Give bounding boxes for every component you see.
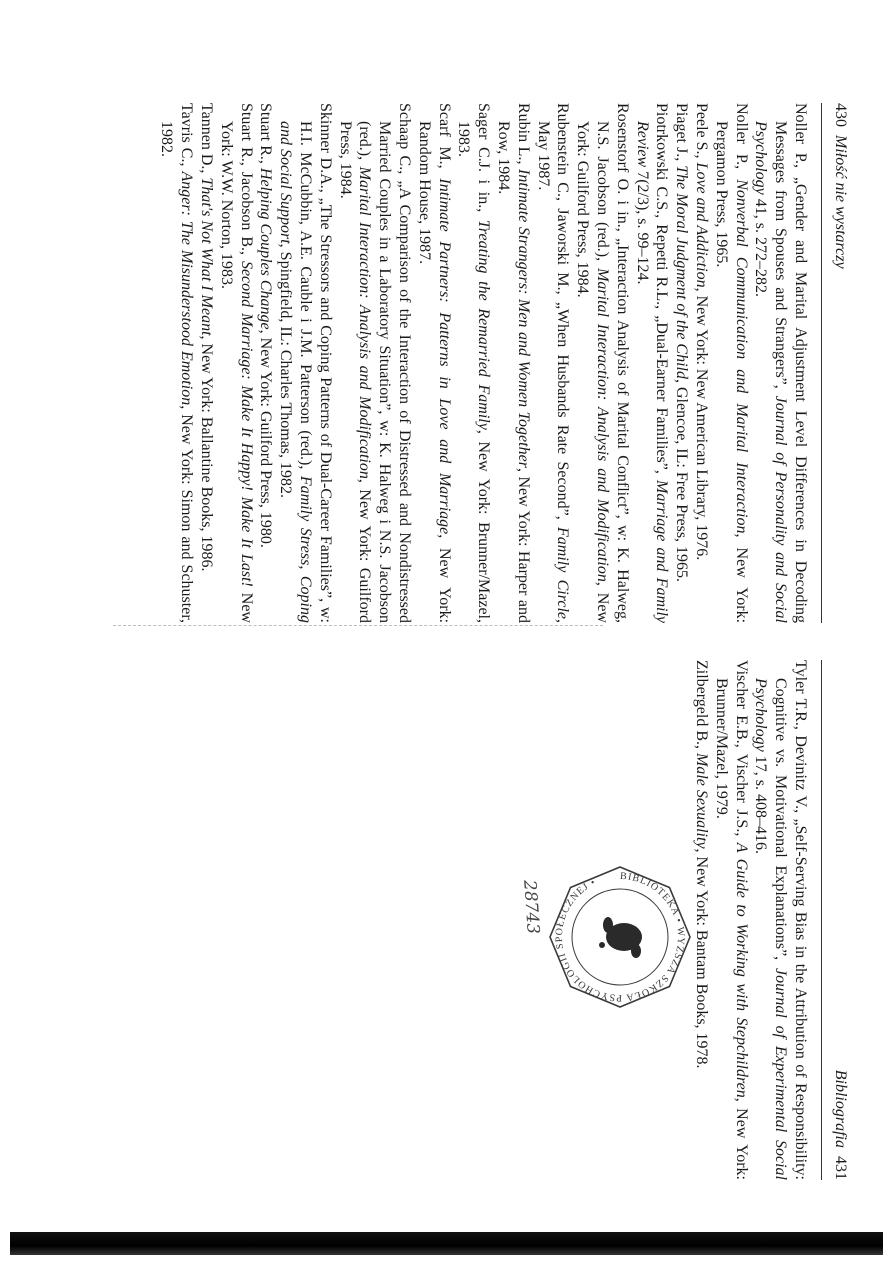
bibliography-list [157, 103, 810, 623]
bibliography-entry [454, 103, 494, 623]
entry-title: Anger: The Misunderstood Emotion [178, 171, 196, 406]
entry-text: Rosenstorf O. i in., „Interaction Analysis of Marital Conflict”, w: K. Halweg, N.S. Jacobson (red.), [594, 103, 631, 623]
entry-title: Intimate Partners: Patterns in Love and Marriage [435, 178, 453, 535]
bibliography-entry [711, 103, 751, 623]
page-number: 431 [832, 1156, 849, 1180]
entry-text: , New York: Random House, 1987. [415, 121, 453, 624]
entry-text: Noller P., „Gender and Marital Adjustment Level Differences in Decoding Messages from Spouses and Strangers”, [772, 103, 809, 623]
library-stamp-icon [548, 865, 692, 1009]
entry-text: 17, s. 408–416. [752, 751, 770, 854]
entry-title: Journal of Personality and Social Psychology [752, 121, 790, 623]
entry-title: Male Sexuality [693, 753, 711, 849]
entry-text: Stuart R., Jacobson B., [237, 103, 255, 261]
entry-text: , New York: Harper and Row, 1984. [495, 121, 532, 624]
bibliography-entry [751, 660, 810, 1180]
bibliography-entry [632, 103, 672, 623]
entry-title: Marital Interaction: Analysis and Modification [594, 268, 612, 582]
entry-text: Stuart R., [257, 103, 275, 168]
entry-title: Second Marriage: Make It Happy! Make It Last! [237, 260, 255, 587]
entry-text: , Glencoe, IL: Free Press, 1965. [673, 378, 691, 583]
entry-title: Family Stress, Coping and Social Support [277, 121, 315, 624]
entry-text: , New York: Brunner/Mazel, 1979. [712, 678, 750, 1181]
entry-title: Love and Addiction [693, 162, 711, 288]
entry-text: , New York: Brunner/Mazel, 1983. [455, 121, 493, 623]
entry-title: Marital Interaction: Analysis and Modification [356, 166, 374, 479]
entry-title: A Guide to Working with Stepchildren [732, 842, 750, 1098]
entry-text: , New York: Guilford Press, 1984. [336, 121, 374, 623]
entry-text: , New York: Pergamon Press, 1965. [712, 121, 750, 624]
entry-text: Sager C.J. i in., [475, 103, 493, 220]
bibliography-entry [691, 660, 711, 1180]
entry-text: , New York: Ballantine Books, 1986. [198, 335, 216, 572]
entry-text: New York: W.W. Norton, 1983. [217, 121, 255, 623]
entry-text: Rubin L., [514, 103, 532, 170]
entry-title: Treating the Remarried Family [475, 219, 493, 430]
bibliography-entry [157, 103, 197, 623]
entry-text: , New York: New American Library, 1976. [693, 287, 711, 561]
bibliography-entry [493, 103, 533, 623]
entry-text: , May 1987. [534, 121, 572, 624]
entry-text: Piaget J., [673, 103, 691, 166]
bibliography-entry [196, 103, 216, 623]
entry-text: Noller P., [732, 103, 750, 180]
entry-text: Zilbergeld B., [693, 660, 711, 754]
entry-title: Family Circle [554, 527, 572, 620]
left-page [0, 103, 893, 623]
page-number: 430 [832, 103, 849, 127]
bibliography-entry [533, 103, 573, 623]
entry-text: , New York: Guilford Press, 1984. [574, 121, 612, 623]
entry-text: 7(2/3), s. 99–124. [633, 167, 651, 285]
header-rule [821, 103, 822, 623]
entry-text: Schaap C., „A Comparison of the Interaction of Distressed and Nondistressed Married Couples in a Laboratory Situation”, w: K. Halweg i N.S. Jacobson (red.), [356, 103, 414, 623]
bibliography-entry [671, 103, 691, 623]
bibliography-entry [256, 103, 276, 623]
handwritten-inventory-number: 28743 [519, 879, 543, 935]
entry-text: Scarf M., [435, 103, 453, 179]
entry-title: Journal of Experimental Social Psychology [752, 678, 790, 1181]
header-rule [821, 660, 822, 1180]
bibliography-list [691, 660, 810, 1180]
entry-title: Nonverbal Communication and Marital Interaction [732, 179, 750, 534]
entry-text: Tavris C., [178, 103, 196, 172]
running-title: Miłość nie wystarczy [832, 135, 849, 269]
entry-text: , New York: Simon and Schuster, 1982. [158, 121, 196, 624]
entry-text: 41, s. 272–282. [752, 194, 770, 297]
entry-text: , Spingfield, IL: Charles Thomas, 1982. [277, 243, 295, 499]
running-head-right [830, 660, 850, 1180]
bibliography-entry [414, 103, 454, 623]
bibliography-entry [751, 103, 810, 623]
bibliography-entry [275, 103, 334, 623]
bibliography-entry [691, 103, 711, 623]
svg-text:BIBLIOTEKA • WYŻSZA SZKOŁA PSY: BIBLIOTEKA • WYŻSZA SZKOŁA PSYCHOLOGII SPOŁECZNEJ • [553, 870, 687, 1004]
entry-title: That's Not What I Meant [198, 177, 216, 336]
gutter-shadow-line [113, 625, 603, 626]
bibliography-entry [711, 660, 751, 1180]
running-title: Bibliografia [832, 1069, 849, 1148]
entry-text: , New York: Guilford Press, 1980. [257, 329, 275, 548]
entry-text: Skinner D.A., „The Stressors and Coping Patterns of Dual-Career Families”, w: H.I. McCubbin, A.E. Cauble i J.M. Patterson (red.), [297, 103, 334, 623]
running-head-left [830, 103, 850, 623]
entry-text: Tyler T.R., Devinitz V., „Self-Serving Bias in the Attribution of Responsibility: Cognitive vs. Motivational Explanations”, [772, 660, 809, 1180]
right-page [0, 660, 893, 1180]
entry-title: Marriage and Family Review [633, 121, 671, 623]
entry-title: The Moral Judgment of the Child [673, 165, 691, 379]
entry-text: Vischer E.B., Vischer J.S., [732, 660, 750, 843]
entry-title: Intimate Strangers: Men and Women Together [514, 169, 532, 468]
entry-text: Piotrkowski C.S., Repetti R.L., „Dual-Earner Families”, [653, 103, 671, 480]
entry-text: Peele S., [693, 103, 711, 163]
entry-text: , New York: Bantam Books, 1978. [693, 848, 711, 1069]
bibliography-entry [572, 103, 631, 623]
bibliography-entry [335, 103, 414, 623]
bibliography-entry [216, 103, 256, 623]
entry-text: Tannen D., [198, 103, 216, 178]
scan-edge-bar [10, 1232, 883, 1255]
entry-text: Rubenstein C., Jaworski M., „When Husbands Rate Second”, [554, 103, 572, 527]
entry-title: Helping Couples Change [257, 167, 275, 330]
